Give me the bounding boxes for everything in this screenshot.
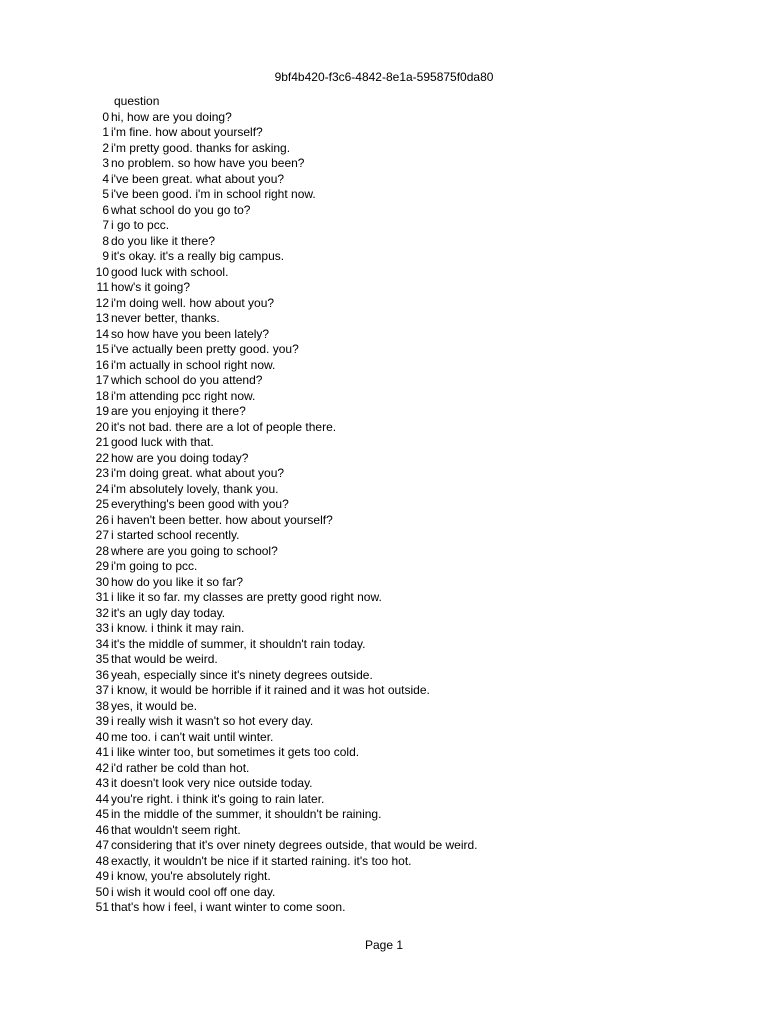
row-index: 42 <box>95 760 109 775</box>
row-index: 38 <box>95 698 109 713</box>
row-question-text: i'm actually in school right now. <box>111 357 276 372</box>
row-question-text: it's an ugly day today. <box>111 605 226 620</box>
row-question-text: how do you like it so far? <box>111 574 244 589</box>
column-header-question: question <box>114 94 160 108</box>
page-header-title: 9bf4b420-f3c6-4842-8e1a-595875f0da80 <box>274 70 494 84</box>
row-question-text: i'd rather be cold than hot. <box>111 760 250 775</box>
row-question-text: it's the middle of summer, it shouldn't rain today. <box>111 636 366 651</box>
row-index: 13 <box>95 311 109 325</box>
table-row <box>0 528 768 544</box>
row-question-text: where are you going to school? <box>111 543 278 558</box>
row-index: 10 <box>95 264 109 279</box>
table-row <box>0 141 768 157</box>
row-question-text: how are you doing today? <box>111 450 249 465</box>
row-index: 19 <box>95 404 109 418</box>
row-index: 24 <box>95 481 109 496</box>
row-question-text: i know, you're absolutely right. <box>111 869 271 883</box>
table-row <box>0 869 768 885</box>
table-rows <box>0 110 768 916</box>
row-question-text: i started school recently. <box>111 528 240 542</box>
row-question-text: exactly, it wouldn't be nice if it started raining. it's too hot. <box>111 853 412 868</box>
row-index: 11 <box>96 280 109 294</box>
table-row <box>0 513 768 529</box>
table-row <box>0 466 768 482</box>
row-question-text: i know. i think it may rain. <box>111 621 245 635</box>
table-row <box>0 823 768 839</box>
row-index: 14 <box>95 326 109 341</box>
table-row <box>0 776 768 792</box>
table-row <box>0 342 768 358</box>
table-row <box>0 358 768 374</box>
table-row <box>0 482 768 498</box>
row-index: 4 <box>102 171 109 186</box>
page-number: Page 1 <box>364 938 404 952</box>
table-row <box>0 327 768 343</box>
table-row <box>0 311 768 327</box>
table-row <box>0 652 768 668</box>
table-row <box>0 714 768 730</box>
table-row <box>0 575 768 591</box>
row-question-text: i know, it would be horrible if it rained and it was hot outside. <box>111 683 430 697</box>
row-question-text: which school do you attend? <box>111 373 263 387</box>
row-index: 25 <box>95 497 109 511</box>
row-index: 27 <box>95 528 109 542</box>
row-question-text: i'm fine. how about yourself? <box>111 125 263 139</box>
row-question-text: i like winter too, but sometimes it gets too cold. <box>111 745 360 759</box>
table-row <box>0 854 768 870</box>
row-index: 22 <box>95 450 109 465</box>
table-row <box>0 451 768 467</box>
row-index: 50 <box>95 884 109 899</box>
row-question-text: it's okay. it's a really big campus. <box>111 249 285 263</box>
row-index: 33 <box>95 621 109 635</box>
row-index: 15 <box>95 342 109 356</box>
row-question-text: i'm doing great. what about you? <box>111 466 285 480</box>
row-question-text: me too. i can't wait until winter. <box>111 729 274 744</box>
row-question-text: i haven't been better. how about yourself? <box>111 512 333 527</box>
row-question-text: hi, how are you doing? <box>111 109 232 124</box>
row-question-text: that wouldn't seem right. <box>111 822 241 837</box>
row-index: 23 <box>95 466 109 480</box>
row-index: 1 <box>102 125 109 139</box>
row-question-text: i'm absolutely lovely, thank you. <box>111 481 279 496</box>
table-row <box>0 544 768 560</box>
row-question-text: are you enjoying it there? <box>111 404 246 418</box>
table-row <box>0 218 768 234</box>
table-row <box>0 683 768 699</box>
row-question-text: yes, it would be. <box>111 698 198 713</box>
row-question-text: i've actually been pretty good. you? <box>111 342 299 356</box>
row-index: 31 <box>95 590 109 604</box>
row-index: 18 <box>95 388 109 403</box>
row-index: 26 <box>95 512 109 527</box>
row-index: 41 <box>95 745 109 759</box>
row-index: 16 <box>95 357 109 372</box>
table-row <box>0 590 768 606</box>
row-index: 36 <box>95 667 109 682</box>
table-row <box>0 838 768 854</box>
table-row <box>0 373 768 389</box>
table-row <box>0 404 768 420</box>
row-question-text: in the middle of the summer, it shouldn't be raining. <box>111 807 382 821</box>
row-question-text: good luck with that. <box>111 435 214 449</box>
row-question-text: it doesn't look very nice outside today. <box>111 776 313 790</box>
table-row <box>0 761 768 777</box>
table-row <box>0 559 768 575</box>
row-question-text: it's not bad. there are a lot of people there. <box>111 419 337 434</box>
table-row <box>0 885 768 901</box>
row-index: 12 <box>95 295 109 310</box>
row-question-text: what school do you go to? <box>111 202 251 217</box>
row-question-text: yeah, especially since it's ninety degrees outside. <box>111 667 373 682</box>
table-row <box>0 187 768 203</box>
row-question-text: considering that it's over ninety degrees outside, that would be weird. <box>111 838 478 852</box>
row-question-text: good luck with school. <box>111 264 229 279</box>
row-index: 45 <box>95 807 109 821</box>
row-question-text: i've been great. what about you? <box>111 171 285 186</box>
table-row <box>0 203 768 219</box>
row-index: 30 <box>95 574 109 589</box>
row-question-text: i go to pcc. <box>111 218 170 232</box>
row-question-text: i really wish it wasn't so hot every day. <box>111 714 314 728</box>
table-row <box>0 156 768 172</box>
table-row <box>0 296 768 312</box>
row-index: 51 <box>95 900 109 914</box>
table-row <box>0 172 768 188</box>
table-row <box>0 234 768 250</box>
table-row <box>0 637 768 653</box>
row-question-text: i'm pretty good. thanks for asking. <box>111 140 291 155</box>
table-row <box>0 265 768 281</box>
question-table <box>0 94 768 916</box>
table-row <box>0 606 768 622</box>
row-question-text: i've been good. i'm in school right now. <box>111 187 316 201</box>
row-question-text: that would be weird. <box>111 652 218 666</box>
row-index: 39 <box>95 714 109 728</box>
row-index: 29 <box>95 559 109 573</box>
row-index: 5 <box>102 187 109 201</box>
row-question-text: do you like it there? <box>111 233 216 248</box>
row-question-text: no problem. so how have you been? <box>111 156 305 170</box>
row-question-text: so how have you been lately? <box>111 326 270 341</box>
row-question-text: you're right. i think it's going to rain later. <box>111 791 325 806</box>
row-index: 3 <box>102 156 109 170</box>
row-index: 35 <box>95 652 109 666</box>
row-index: 9 <box>102 249 109 263</box>
row-index: 2 <box>102 140 109 155</box>
table-row <box>0 125 768 141</box>
table-row <box>0 280 768 296</box>
row-index: 47 <box>95 838 109 852</box>
row-index: 17 <box>95 373 109 387</box>
row-index: 28 <box>95 543 109 558</box>
table-row <box>0 110 768 126</box>
table-row <box>0 699 768 715</box>
row-question-text: everything's been good with you? <box>111 497 289 511</box>
row-question-text: i'm attending pcc right now. <box>111 388 256 403</box>
row-index: 6 <box>102 202 109 217</box>
row-question-text: never better, thanks. <box>111 311 220 325</box>
row-index: 37 <box>95 683 109 697</box>
table-row <box>0 497 768 513</box>
row-question-text: i wish it would cool off one day. <box>111 884 276 899</box>
row-index: 32 <box>95 605 109 620</box>
table-row <box>0 420 768 436</box>
table-row <box>0 249 768 265</box>
row-index: 40 <box>95 729 109 744</box>
row-index: 7 <box>102 218 109 232</box>
row-index: 48 <box>95 853 109 868</box>
row-index: 8 <box>102 233 109 248</box>
table-row <box>0 807 768 823</box>
row-index: 43 <box>95 776 109 790</box>
table-row <box>0 668 768 684</box>
row-index: 49 <box>95 869 109 883</box>
row-index: 21 <box>95 435 109 449</box>
row-index: 46 <box>95 822 109 837</box>
table-row <box>0 730 768 746</box>
table-row <box>0 389 768 405</box>
row-question-text: that's how i feel, i want winter to come soon. <box>111 900 346 914</box>
table-row <box>0 435 768 451</box>
row-question-text: how's it going? <box>111 280 191 294</box>
table-row <box>0 745 768 761</box>
row-question-text: i'm doing well. how about you? <box>111 295 275 310</box>
row-index: 20 <box>95 419 109 434</box>
row-question-text: i like it so far. my classes are pretty good right now. <box>111 590 382 604</box>
table-row <box>0 621 768 637</box>
table-row <box>0 900 768 916</box>
row-index: 44 <box>95 791 109 806</box>
row-question-text: i'm going to pcc. <box>111 559 198 573</box>
row-index: 34 <box>95 636 109 651</box>
row-index: 0 <box>102 109 109 124</box>
table-row <box>0 792 768 808</box>
